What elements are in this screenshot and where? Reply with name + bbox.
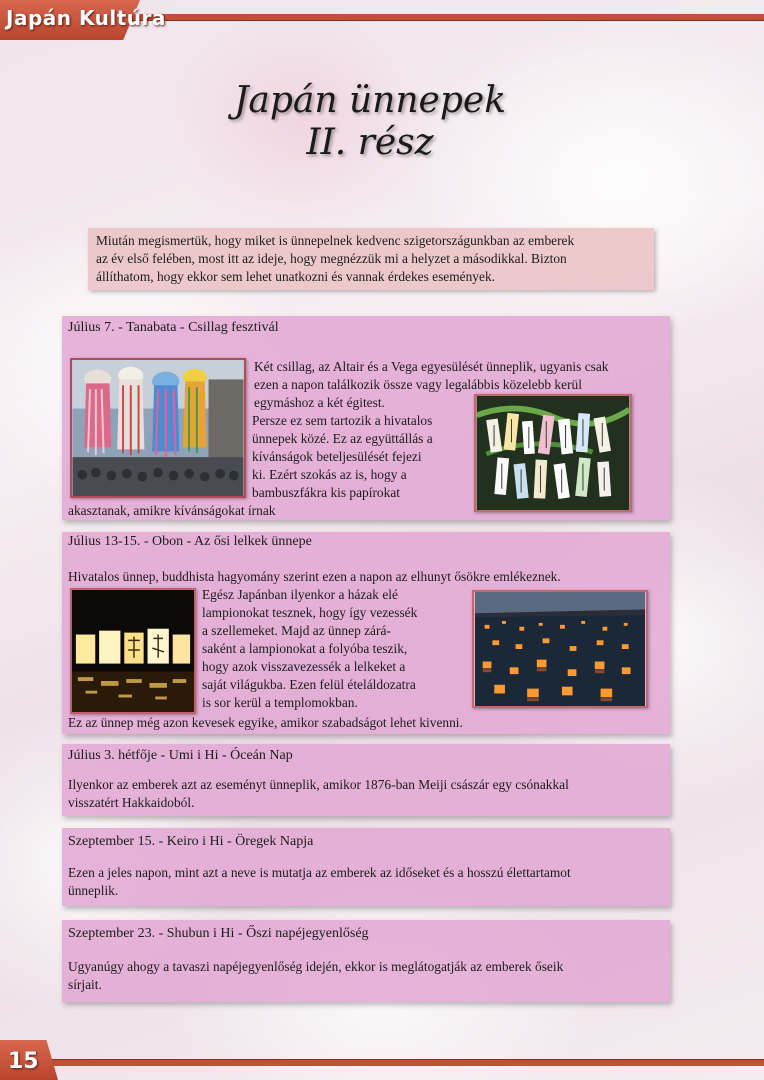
section-shubun-no-hi: [62, 920, 670, 1002]
section-line: sírjait.: [68, 977, 102, 992]
obon-lanterns-photo: [70, 588, 196, 714]
section-line: is sor kerül a templomokban.: [202, 695, 358, 710]
intro-line: Miután megismertük, hogy miket is ünnepelnek kedvenc szigetországunkban az emberek: [96, 233, 575, 248]
section-line: Ilyenkor az emberek azt az eseményt ünneplik, amikor 1876-ban Meiji császár egy csónakkal: [68, 777, 569, 792]
floating-river-lanterns-illustration: [474, 592, 646, 706]
section-title: Szeptember 23. - Shubun i Hi - Őszi napéjegyenlőség: [68, 926, 369, 941]
page-title-line-1: Japán ünnepek: [233, 80, 507, 121]
section-title: Július 13-15. - Obon - Az ősi lelkek ünnepe: [68, 534, 312, 549]
intro-line: állíthatom, hogy ekkor sem lehet unatkozni és vannak érdekes események.: [96, 269, 495, 284]
section-line: egymáshoz a két égitest.: [254, 395, 385, 410]
page-title: [200, 80, 540, 164]
tanabata-street-photo: [70, 358, 246, 498]
section-tanabata: [62, 316, 670, 520]
tanabata-street-decorations-illustration: [72, 360, 244, 496]
intro-line: az év első felében, most itt az ideje, hogy megnézzük mi a helyzet a másodikkal. Bizton: [96, 251, 567, 266]
footer-rule: [0, 1059, 764, 1066]
section-line: ünnepek közé. Ez az együttállás a: [252, 431, 433, 446]
section-line: akasztanak, amikre kívánságokat írnak: [68, 503, 276, 518]
section-line: saként a lampionokat a folyóba teszik,: [202, 641, 408, 656]
section-line: visszatért Hakkaidoból.: [68, 795, 195, 810]
section-keiro-no-hi: [62, 828, 670, 906]
section-line: Ugyanúgy ahogy a tavaszi napéjegyenlőség idején, ekkor is meglátogatják az emberek őseik: [68, 959, 564, 974]
page-number: 15: [8, 1049, 39, 1074]
glowing-lanterns-illustration: [72, 590, 194, 712]
section-line: ünneplik.: [68, 883, 119, 898]
tanabata-wishes-photo: [474, 394, 632, 512]
section-line: ezen a napon találkozik össze vagy legalábbis közelebb kerül: [254, 377, 582, 392]
magazine-title: Japán Kultúra: [6, 6, 166, 30]
section-title: Július 7. - Tanabata - Csillag fesztivál: [68, 320, 279, 335]
section-line: Egész Japánban ilyenkor a házak elé: [202, 587, 398, 602]
section-line: hogy azok visszavezessék a lelkeket a: [202, 659, 406, 674]
section-title: Július 3. hétfője - Umi i Hi - Óceán Nap: [68, 748, 293, 763]
section-line: kívánságok beteljesülését fejezi: [252, 449, 422, 464]
section-line: bambuszfákra kis papírokat: [252, 485, 400, 500]
obon-river-photo: [472, 590, 648, 708]
section-umi-no-hi: [62, 744, 670, 816]
section-title: Szeptember 15. - Keiro i Hi - Öregek Napja: [68, 834, 314, 849]
intro-box: [88, 228, 654, 290]
section-obon: [62, 532, 670, 734]
section-line: Ezen a jeles napon, mint azt a neve is mutatja az emberek az időseket és a hosszú élettartamot: [68, 865, 571, 880]
wish-papers-illustration: [476, 396, 630, 510]
section-line: Hivatalos ünnep, buddhista hagyomány szerint ezen a napon az elhunyt ősökre emlékeznek.: [68, 569, 561, 584]
section-line: Ez az ünnep még azon kevesek egyike, amikor szabadságot lehet kivenni.: [68, 715, 463, 730]
section-line: ki. Ezért szokás az is, hogy a: [252, 467, 407, 482]
section-line: lampionokat tesznek, hogy így vezessék: [202, 605, 418, 620]
section-line: a szellemeket. Majd az ünnep zárá-: [202, 623, 391, 638]
section-line: saját világukba. Ezen felül ételáldozatra: [202, 677, 416, 692]
page-title-line-2: II. rész: [306, 122, 434, 163]
section-line: Persze ez sem tartozik a hivatalos: [252, 413, 433, 428]
section-line: Két csillag, az Altair és a Vega egyesülését ünneplik, ugyanis csak: [254, 359, 609, 374]
